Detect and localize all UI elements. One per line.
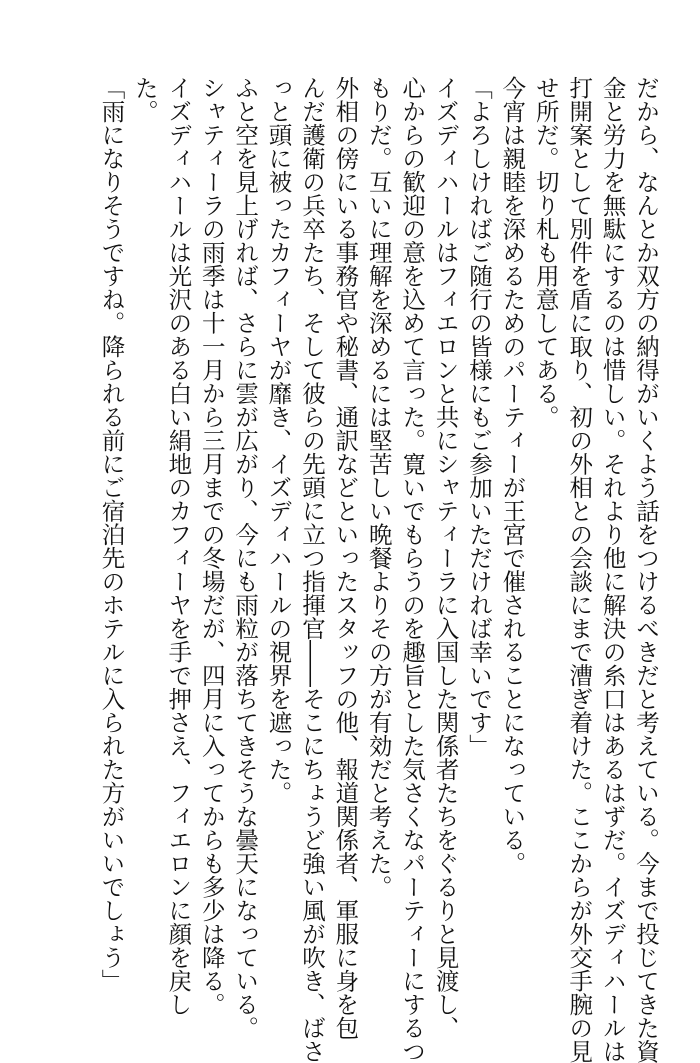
text-line: 「よろしければご随行の皆様にもご参加いただければ幸いです」 [464,76,493,758]
text-line: っと頭に被ったカフィーヤが靡き、イズディハールの視界を遮った。 [264,76,293,805]
vertical-text-block [94,76,662,1063]
text-line: た。 [130,76,159,123]
text-line: んだ護衛の兵卒たち、そして彼らの先頭に立つ指揮官――そこにちょうど強い風が吹き、ばさ [297,76,326,1063]
text-line: イズディハールは光沢のある白い絹地のカフィーヤを手で押さえ、フィエロンに顔を戻し [164,76,193,1016]
text-line: ふと空を見上げれば、さらに雲が広がり、今にも雨粒が落ちてきそうな曇天になっている。 [231,76,260,1040]
text-line: 金と労力を無駄にするのは惜しい。それより他に解決の糸口はあるはずだ。イズディハールは [598,76,627,1063]
text-line: イズディハールはフィエロンと共にシャティーラに入国した関係者たちをぐるりと見渡し、 [431,76,460,1040]
text-line: 「雨になりそうですね。降られる前にご宿泊先のホテルに入られた方がいいでしょう」 [97,76,126,993]
text-line: 今宵は親睦を深めるためのパーティーが王宮で催されることになっている。 [498,76,527,875]
text-line: 外相の傍にいる事務官や秘書、通訳などといったスタッフの他、報道関係者、軍服に身を包 [331,76,360,1040]
text-line: 打開案として別件を盾に取り、初の外相との会談にまで漕ぎ着けた。ここからが外交手腕の見 [565,76,594,1063]
text-line: せ所だ。切り札も用意してある。 [531,76,560,429]
text-line: シャティーラの雨季は十一月から三月までの冬場だが、四月に入ってからも多少は降る。 [197,76,226,1016]
text-line: 心からの歓迎の意を込めて言った。寛いでもらうのを趣旨とした気さくなパーティーにするつ [398,76,427,1063]
text-line: だから、なんとか双方の納得がいくよう話をつけるべきだと考えている。今まで投じてきた資 [632,76,660,1063]
text-line: もりだ。互いに理解を深めるには堅苦しい晩餐よりその方が有効だと考えた。 [364,76,393,899]
